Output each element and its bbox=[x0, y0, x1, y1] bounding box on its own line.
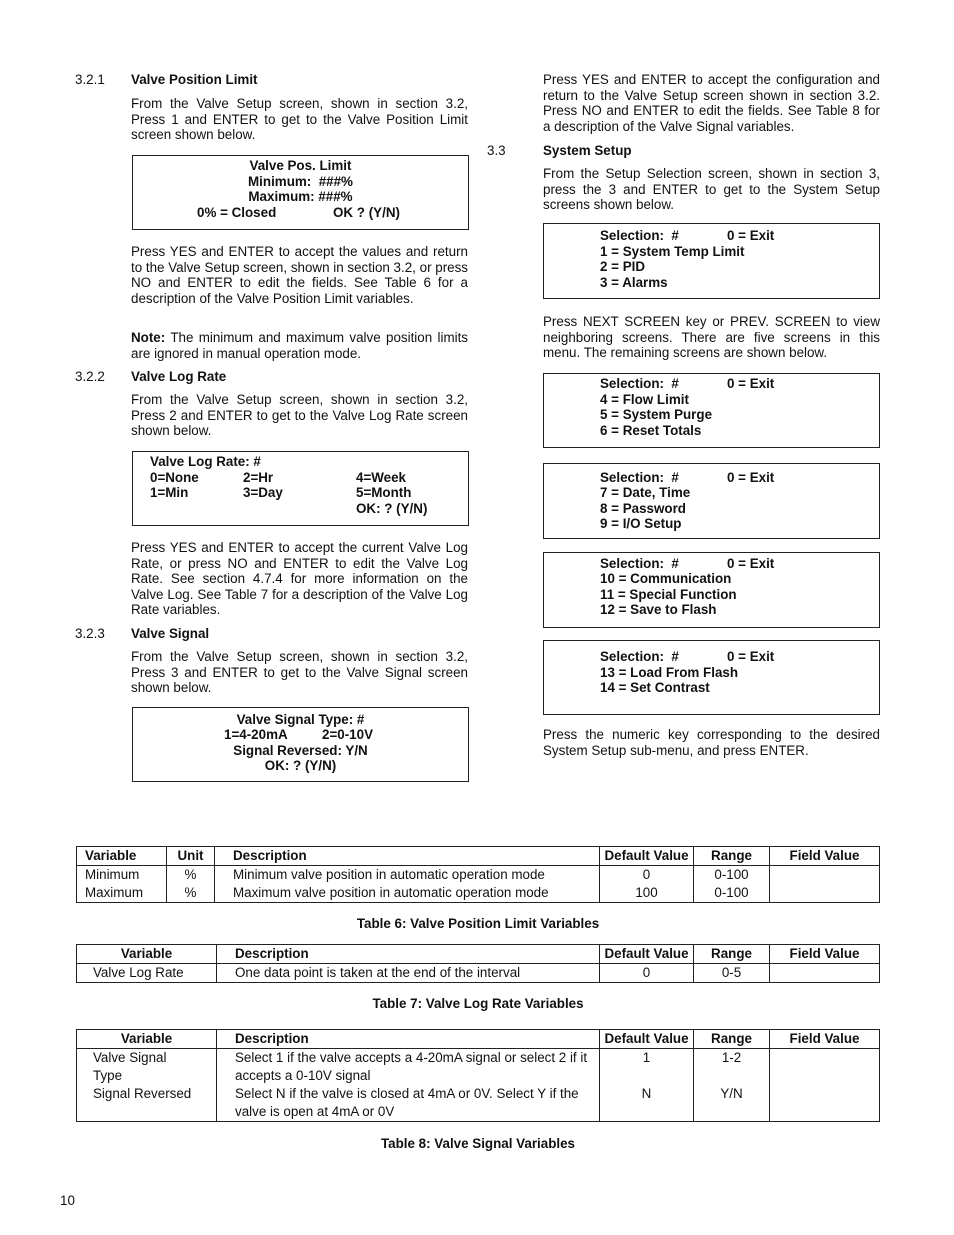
lcd-line: Valve Pos. Limit bbox=[249, 158, 352, 173]
table-header: Variable bbox=[77, 847, 167, 866]
lcd-line: 13 = Load From Flash bbox=[600, 665, 739, 680]
lcd-screen-system-setup-4 bbox=[543, 552, 880, 628]
lcd-line: 6 = Reset Totals bbox=[600, 423, 702, 438]
table-cell: Signal Reversed bbox=[77, 1085, 217, 1122]
lcd-line: 5 = System Purge bbox=[600, 407, 713, 422]
lcd-screen-system-setup-2 bbox=[543, 373, 880, 448]
table-cell bbox=[770, 866, 880, 885]
paragraph: Press NEXT SCREEN key or PREV. SCREEN to view neighboring screens. There are five screens in this menu. The remaining screens are shown below. bbox=[543, 314, 880, 361]
section-number: 3.2.3 bbox=[75, 626, 105, 641]
table-header: Variable bbox=[77, 1030, 217, 1049]
lcd-line: 11 = Special Function bbox=[600, 587, 737, 602]
lcd-line: Valve Log Rate: # bbox=[150, 454, 261, 469]
table-cell: Select N if the valve is closed at 4mA or 0V. Select Y if the valve is open at 4mA or 0V bbox=[217, 1085, 600, 1122]
table-cell bbox=[770, 1085, 880, 1122]
section-title: Valve Log Rate bbox=[131, 369, 227, 384]
table-cell bbox=[770, 1049, 880, 1086]
lcd-line: 0 = Exit bbox=[727, 470, 775, 485]
page-number: 10 bbox=[60, 1193, 75, 1208]
paragraph: From the Setup Selection screen, shown in section 3, press the 3 and ENTER to get to the System Setup screens shown below. bbox=[543, 166, 880, 213]
note-label: Note: bbox=[131, 330, 166, 345]
paragraph: From the Valve Setup screen, shown in section 3.2, Press 1 and ENTER to get to the Valve Position Limit screen shown below. bbox=[131, 96, 468, 143]
table-cell: 0 bbox=[600, 866, 694, 885]
table-header: Range bbox=[694, 1030, 770, 1049]
table-header: Unit bbox=[167, 847, 215, 866]
lcd-line: 0=None bbox=[150, 470, 199, 485]
table-cell: % bbox=[167, 866, 215, 885]
table-caption: Table 6: Valve Position Limit Variables bbox=[356, 916, 600, 931]
lcd-screen-valve-pos-limit bbox=[132, 155, 469, 230]
table-cell: Maximum bbox=[77, 884, 167, 903]
lcd-screen-system-setup-5 bbox=[543, 640, 880, 715]
lcd-line: Valve Signal Type: # bbox=[236, 712, 365, 727]
table-header: Default Value bbox=[600, 1030, 694, 1049]
lcd-line: 8 = Password bbox=[600, 501, 686, 516]
table-cell: N bbox=[600, 1085, 694, 1122]
table-row bbox=[77, 1049, 880, 1086]
table-row bbox=[77, 964, 880, 983]
table-cell: 0-100 bbox=[694, 866, 770, 885]
paragraph: From the Valve Setup screen, shown in section 3.2, Press 2 and ENTER to get to the Valve Log Rate screen shown below. bbox=[131, 392, 468, 439]
lcd-line: 1=4-20mA bbox=[224, 727, 288, 742]
note bbox=[131, 330, 468, 361]
table-cell: 0 bbox=[600, 964, 694, 983]
lcd-line: 14 = Set Contrast bbox=[600, 680, 710, 695]
lcd-line: OK: ? (Y/N) bbox=[264, 758, 337, 773]
lcd-line: OK: ? (Y/N) bbox=[356, 501, 428, 516]
paragraph: Press the numeric key corresponding to the desired System Setup sub-menu, and press ENTER. bbox=[543, 727, 880, 758]
note-text: The minimum and maximum valve position limits are ignored in manual operation mode. bbox=[131, 330, 468, 361]
section-number: 3.3 bbox=[487, 143, 506, 158]
table-cell: Select 1 if the valve accepts a 4-20mA signal or select 2 if it accepts a 0-10V signal bbox=[217, 1049, 600, 1086]
table-header: Description bbox=[217, 1030, 600, 1049]
table-header: Description bbox=[217, 945, 600, 964]
table-valve-signal bbox=[76, 1029, 880, 1122]
section-number: 3.2.2 bbox=[75, 369, 105, 384]
table-cell: 1 bbox=[600, 1049, 694, 1086]
section-title: Valve Position Limit bbox=[131, 72, 258, 87]
table-header: Range bbox=[694, 847, 770, 866]
lcd-line: 2=0-10V bbox=[322, 727, 373, 742]
lcd-line: 0 = Exit bbox=[727, 649, 775, 664]
section-title: System Setup bbox=[543, 143, 632, 158]
table-row bbox=[77, 1085, 880, 1122]
table-row bbox=[77, 866, 880, 885]
table-header: Field Value bbox=[770, 847, 880, 866]
lcd-line: 4=Week bbox=[356, 470, 407, 485]
lcd-line: 3=Day bbox=[243, 485, 283, 500]
lcd-line: 0 = Exit bbox=[727, 376, 775, 391]
lcd-line: OK ? (Y/N) bbox=[333, 205, 400, 220]
table-cell: Minimum bbox=[77, 866, 167, 885]
lcd-line: Maximum: ###% bbox=[248, 189, 353, 204]
table-cell: Valve Log Rate bbox=[77, 964, 217, 983]
table-header: Range bbox=[694, 945, 770, 964]
lcd-line: 10 = Communication bbox=[600, 571, 732, 586]
lcd-line: 7 = Date, Time bbox=[600, 485, 691, 500]
lcd-line: 0 = Exit bbox=[727, 556, 775, 571]
lcd-screen-valve-log-rate bbox=[132, 451, 469, 526]
lcd-line: 0 = Exit bbox=[727, 228, 775, 243]
table-cell: Y/N bbox=[694, 1085, 770, 1122]
table-cell: Valve Signal Type bbox=[77, 1049, 217, 1086]
lcd-screen-valve-signal bbox=[132, 707, 469, 782]
table-header: Default Value bbox=[600, 945, 694, 964]
table-cell: 0-100 bbox=[694, 884, 770, 903]
lcd-line: Selection: # bbox=[600, 376, 679, 391]
table-header: Variable bbox=[77, 945, 217, 964]
table-cell bbox=[770, 884, 880, 903]
lcd-line: Signal Reversed: Y/N bbox=[233, 743, 368, 758]
paragraph: From the Valve Setup screen, shown in section 3.2, Press 3 and ENTER to get to the Valve Signal screen shown below. bbox=[131, 649, 468, 696]
lcd-line: Selection: # bbox=[600, 556, 679, 571]
lcd-line: 9 = I/O Setup bbox=[600, 516, 682, 531]
lcd-line: Minimum: ###% bbox=[248, 174, 353, 189]
table-cell: % bbox=[167, 884, 215, 903]
table-header: Description bbox=[215, 847, 600, 866]
table-header: Field Value bbox=[770, 1030, 880, 1049]
lcd-line: 2=Hr bbox=[243, 470, 274, 485]
table-caption: Table 8: Valve Signal Variables bbox=[380, 1136, 575, 1151]
lcd-line: Selection: # bbox=[600, 470, 679, 485]
paragraph: Press YES and ENTER to accept the configuration and return to the Valve Setup screen shown in section 3.2. Press NO and ENTER to edit the fields. See Table 8 for a description of the Valve Signal variables. bbox=[543, 72, 880, 134]
lcd-line: 4 = Flow Limit bbox=[600, 392, 689, 407]
lcd-screen-system-setup-1 bbox=[543, 223, 880, 299]
paragraph: Press YES and ENTER to accept the current Valve Log Rate, or press NO and ENTER to edit the Valve Log Rate. See section 4.7.4 for more information on the Valve Log. See Table 7 for a description of the Valve Log Rate variables. bbox=[131, 540, 468, 618]
table-cell: 0-5 bbox=[694, 964, 770, 983]
lcd-line: 1=Min bbox=[150, 485, 189, 500]
lcd-line: 3 = Alarms bbox=[600, 275, 668, 290]
table-cell: One data point is taken at the end of the interval bbox=[217, 964, 600, 983]
table-valve-log-rate bbox=[76, 944, 880, 983]
table-cell bbox=[770, 964, 880, 983]
lcd-line: 0% = Closed bbox=[197, 205, 277, 220]
table-cell: 100 bbox=[600, 884, 694, 903]
section-number: 3.2.1 bbox=[75, 72, 105, 87]
table-header: Default Value bbox=[600, 847, 694, 866]
table-cell: 1-2 bbox=[694, 1049, 770, 1086]
lcd-line: 2 = PID bbox=[600, 259, 646, 274]
paragraph: Press YES and ENTER to accept the values and return to the Valve Setup screen, shown in section 3.2, or press NO and ENTER to edit the fields. See Table 6 for a description of the Valve Position Limit variables. bbox=[131, 244, 468, 306]
lcd-line: 5=Month bbox=[356, 485, 412, 500]
lcd-line: Selection: # bbox=[600, 649, 679, 664]
table-row bbox=[77, 884, 880, 903]
lcd-line: 12 = Save to Flash bbox=[600, 602, 717, 617]
table-valve-position-limit bbox=[76, 846, 880, 903]
lcd-screen-system-setup-3 bbox=[543, 463, 880, 539]
table-cell: Maximum valve position in automatic operation mode bbox=[215, 884, 600, 903]
section-title: Valve Signal bbox=[131, 626, 210, 641]
table-caption: Table 7: Valve Log Rate Variables bbox=[372, 996, 584, 1011]
table-header: Field Value bbox=[770, 945, 880, 964]
table-cell: Minimum valve position in automatic operation mode bbox=[215, 866, 600, 885]
lcd-line: 1 = System Temp Limit bbox=[600, 244, 745, 259]
lcd-line: Selection: # bbox=[600, 228, 679, 243]
